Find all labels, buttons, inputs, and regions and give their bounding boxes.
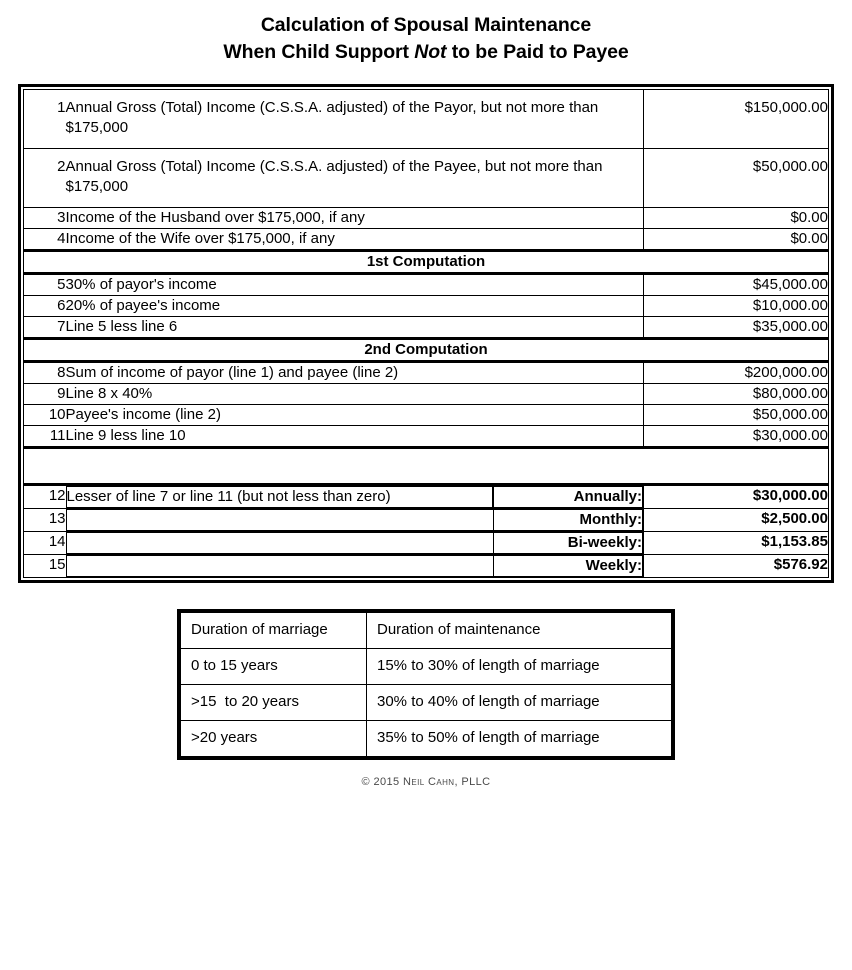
duration-of-maintenance-cell: 30% to 40% of length of marriage	[367, 685, 672, 721]
frequency-label: Weekly:	[494, 556, 643, 577]
line-number: 1	[24, 90, 66, 149]
calculation-row	[24, 362, 829, 384]
duration-header-cell: Duration of marriage	[181, 613, 367, 649]
duration-row	[181, 649, 672, 685]
line-value: $576.92	[644, 555, 829, 578]
line-value: $45,000.00	[644, 274, 829, 296]
calculation-row	[24, 149, 829, 208]
line-number: 7	[24, 317, 66, 339]
line-description: Income of the Wife over $175,000, if any	[66, 229, 644, 251]
line-value: $30,000.00	[644, 485, 829, 509]
line-description: Annual Gross (Total) Income (C.S.S.A. adjusted) of the Payor, but not more than $175,000	[66, 90, 644, 149]
duration-row	[181, 721, 672, 757]
line-value: $10,000.00	[644, 296, 829, 317]
title-line-2	[0, 39, 852, 66]
line-value: $1,153.85	[644, 532, 829, 555]
line-value: $0.00	[644, 229, 829, 251]
line-number: 9	[24, 384, 66, 405]
calculation-row	[24, 317, 829, 339]
frequency-label: Monthly:	[494, 510, 643, 531]
line-value: $150,000.00	[644, 90, 829, 149]
frequency-label: Bi-weekly:	[494, 533, 643, 554]
summary-middle-cell	[66, 555, 644, 578]
duration-table-frame	[177, 609, 675, 760]
line-number: 8	[24, 362, 66, 384]
section-header-label: 2nd Computation	[24, 339, 829, 362]
summary-row	[24, 485, 829, 509]
line-description: Lesser of line 7 or line 11 (but not less than zero)	[66, 487, 493, 508]
line-value: $30,000.00	[644, 426, 829, 448]
calculation-table-frame	[18, 84, 834, 583]
line-description	[66, 533, 494, 554]
line-number: 14	[24, 532, 66, 555]
summary-row	[24, 555, 829, 578]
duration-table	[180, 612, 672, 757]
document-title	[0, 0, 852, 66]
line-number: 12	[24, 485, 66, 509]
line-value: $2,500.00	[644, 509, 829, 532]
line-description: Income of the Husband over $175,000, if any	[66, 208, 644, 229]
summary-row	[24, 532, 829, 555]
duration-row	[181, 685, 672, 721]
duration-of-marriage-cell: 0 to 15 years	[181, 649, 367, 685]
title-line-1: Calculation of Spousal Maintenance	[260, 14, 592, 36]
title-line-2-pre: When Child Support	[223, 41, 415, 63]
title-line-2-italic: Not	[414, 41, 447, 63]
summary-middle-cell	[66, 485, 644, 509]
line-number: 3	[24, 208, 66, 229]
footer-copyright: © 2015 Neil Cahn, PLLC	[361, 776, 491, 788]
line-value: $50,000.00	[644, 149, 829, 208]
line-number: 2	[24, 149, 66, 208]
duration-of-marriage-cell: >20 years	[181, 721, 367, 757]
line-value: $200,000.00	[644, 362, 829, 384]
duration-of-maintenance-cell: 35% to 50% of length of marriage	[367, 721, 672, 757]
calculation-row	[24, 274, 829, 296]
line-number: 10	[24, 405, 66, 426]
line-number: 4	[24, 229, 66, 251]
line-description: Annual Gross (Total) Income (C.S.S.A. adjusted) of the Payee, but not more than $175,000	[66, 149, 644, 208]
duration-of-maintenance-cell: 15% to 30% of length of marriage	[367, 649, 672, 685]
duration-header-cell: Duration of maintenance	[367, 613, 672, 649]
section-header-row	[24, 339, 829, 362]
spacer-row	[24, 448, 829, 485]
summary-middle-cell	[66, 532, 644, 555]
duration-of-marriage-cell: >15 to 20 years	[181, 685, 367, 721]
calculation-row	[24, 90, 829, 149]
line-value: $0.00	[644, 208, 829, 229]
calculation-row	[24, 405, 829, 426]
title-line-2-post: to be Paid to Payee	[446, 41, 629, 63]
line-value: $35,000.00	[644, 317, 829, 339]
section-header-label: 1st Computation	[24, 251, 829, 274]
summary-row	[24, 509, 829, 532]
line-description: 20% of payee's income	[66, 296, 644, 317]
calculation-row	[24, 229, 829, 251]
line-value: $50,000.00	[644, 405, 829, 426]
duration-header-row	[181, 613, 672, 649]
line-description: Line 9 less line 10	[66, 426, 644, 448]
line-number: 5	[24, 274, 66, 296]
line-value: $80,000.00	[644, 384, 829, 405]
summary-middle-cell	[66, 509, 644, 532]
calculation-table-body	[24, 90, 829, 578]
line-description: Line 8 x 40%	[66, 384, 644, 405]
line-description	[66, 556, 494, 577]
line-number: 13	[24, 509, 66, 532]
line-description	[66, 510, 494, 531]
calculation-row	[24, 426, 829, 448]
line-number: 6	[24, 296, 66, 317]
line-number: 15	[24, 555, 66, 578]
duration-table-body	[181, 613, 672, 757]
section-header-row	[24, 251, 829, 274]
calculation-table	[23, 89, 829, 578]
line-description: Sum of income of payor (line 1) and payee (line 2)	[66, 362, 644, 384]
line-number: 11	[24, 426, 66, 448]
line-description: 30% of payor's income	[66, 274, 644, 296]
calculation-row	[24, 384, 829, 405]
frequency-label: Annually:	[493, 487, 643, 508]
calculation-row	[24, 296, 829, 317]
calculation-row	[24, 208, 829, 229]
spacer-cell	[24, 448, 829, 485]
line-description: Line 5 less line 6	[66, 317, 644, 339]
line-description: Payee's income (line 2)	[66, 405, 644, 426]
